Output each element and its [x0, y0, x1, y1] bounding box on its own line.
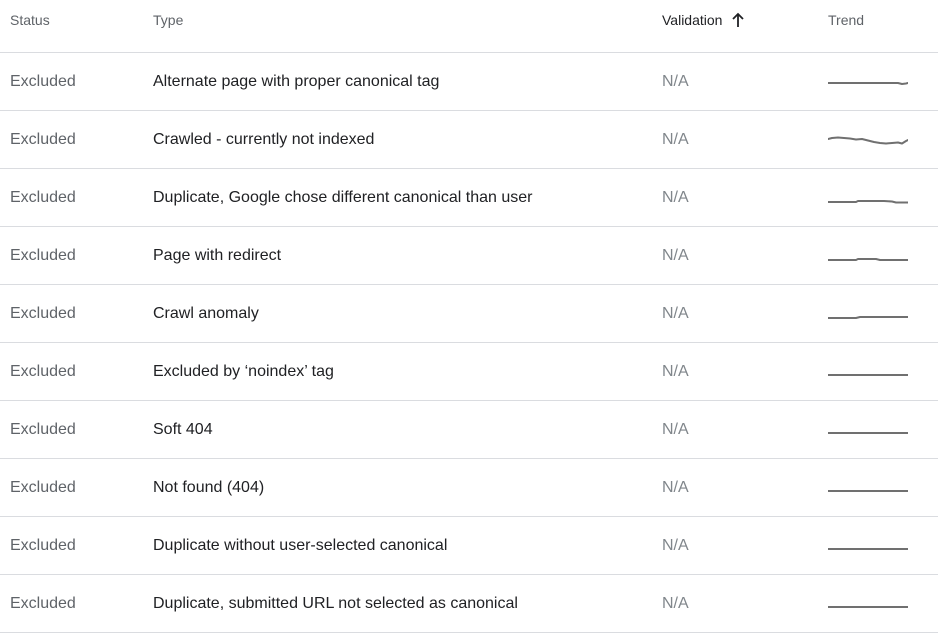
type-cell: Excluded by ‘noindex’ tag	[153, 363, 334, 380]
table-row[interactable]	[0, 517, 938, 575]
trend-sparkline	[828, 467, 908, 507]
table-body	[0, 53, 938, 633]
table-row[interactable]	[0, 459, 938, 517]
type-cell: Crawled - currently not indexed	[153, 131, 375, 148]
type-cell: Crawl anomaly	[153, 305, 259, 322]
validation-cell: N/A	[662, 421, 689, 438]
validation-cell: N/A	[662, 537, 689, 554]
validation-cell: N/A	[662, 247, 689, 264]
trend-sparkline	[828, 583, 908, 623]
column-header-type[interactable]	[153, 12, 183, 28]
type-cell: Alternate page with proper canonical tag	[153, 73, 440, 90]
validation-cell: N/A	[662, 363, 689, 380]
type-cell: Duplicate, submitted URL not selected as canonical	[153, 595, 518, 612]
type-cell: Page with redirect	[153, 247, 282, 264]
column-header-trend-label: Trend	[828, 12, 865, 28]
status-cell: Excluded	[10, 421, 76, 438]
table-row[interactable]	[0, 575, 938, 633]
column-header-validation[interactable]	[662, 12, 745, 28]
validation-cell: N/A	[662, 73, 689, 90]
table-row[interactable]	[0, 285, 938, 343]
type-cell: Soft 404	[153, 421, 213, 438]
status-cell: Excluded	[10, 479, 76, 496]
validation-cell: N/A	[662, 189, 689, 206]
type-cell: Duplicate, Google chose different canonical than user	[153, 189, 533, 206]
table-row[interactable]	[0, 227, 938, 285]
validation-cell: N/A	[662, 305, 689, 322]
table-row[interactable]	[0, 401, 938, 459]
status-cell: Excluded	[10, 131, 76, 148]
table-row[interactable]	[0, 169, 938, 227]
trend-sparkline	[828, 293, 908, 333]
trend-sparkline	[828, 235, 908, 275]
status-cell: Excluded	[10, 595, 76, 612]
column-header-trend	[828, 12, 864, 28]
column-header-status-label: Status	[10, 12, 50, 28]
status-cell: Excluded	[10, 305, 76, 322]
status-cell: Excluded	[10, 73, 76, 90]
status-cell: Excluded	[10, 537, 76, 554]
type-cell: Duplicate without user-selected canonical	[153, 537, 448, 554]
column-header-type-label: Type	[153, 12, 184, 28]
table-row[interactable]	[0, 53, 938, 111]
column-header-validation-label: Validation	[662, 12, 723, 28]
table-row[interactable]	[0, 343, 938, 401]
trend-sparkline	[828, 61, 908, 101]
validation-cell: N/A	[662, 479, 689, 496]
type-cell: Not found (404)	[153, 479, 265, 496]
column-header-status[interactable]	[10, 12, 50, 28]
trend-sparkline	[828, 351, 908, 391]
trend-sparkline	[828, 525, 908, 565]
trend-sparkline	[828, 409, 908, 449]
trend-sparkline	[828, 177, 908, 217]
validation-cell: N/A	[662, 595, 689, 612]
table-row[interactable]	[0, 111, 938, 169]
status-cell: Excluded	[10, 363, 76, 380]
arrow-upward-icon[interactable]	[731, 12, 745, 28]
status-cell: Excluded	[10, 247, 76, 264]
validation-cell: N/A	[662, 131, 689, 148]
table-header	[0, 0, 938, 53]
status-cell: Excluded	[10, 189, 76, 206]
trend-sparkline	[828, 119, 908, 159]
